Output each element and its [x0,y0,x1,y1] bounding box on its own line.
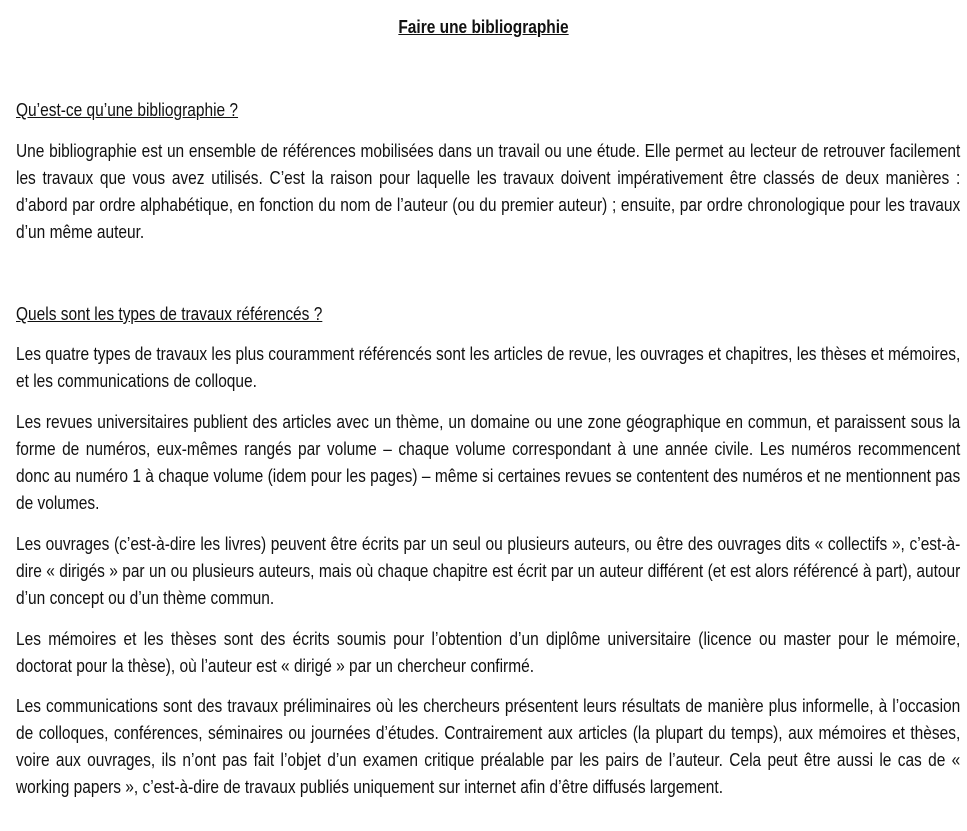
paragraph-definition: Une bibliographie est un ensemble de références mobilisées dans un travail ou une étude. Elle permet au lecteur de retrouver facilement les travaux que vous avez utilisés. C’est la raison pour laquelle les travaux doivent impérativement être classés de deux manières : d’abord par ordre alphabétique, en fonction du nom de l’auteur (ou du premier auteur) ; ensuite, par ordre chronologique pour les travaux d’un même auteur. [16,141,961,242]
paragraph-journals: Les revues universitaires publient des articles avec un thème, un domaine ou une zone géographique en commun, et paraissent sous la forme de numéros, eux-mêmes rangés par volume – chaque volume correspondant à une année civile. Les numéros recommencent donc au numéro 1 à chaque volume (idem pour les pages) – même si certaines revues se contentent des numéros et ne mentionnent pas de volumes. [16,412,961,513]
paragraph-books: Les ouvrages (c’est-à-dire les livres) peuvent être écrits par un seul ou plusieurs auteurs, ou être des ouvrages dits « collectifs », c’est-à-dire « dirigés » par un ou plusieurs auteurs, mais où chaque chapitre est écrit par un auteur différent (et est alors référencé à part), autour d’un concept ou d’un thème commun. [16,534,961,608]
paragraph-communications: Les communications sont des travaux préliminaires où les chercheurs présentent leurs résultats de manière plus informelle, à l’occasion de colloques, conférences, séminaires ou journées d’études. Contrairement aux articles (la plupart du temps), aux mémoires et thèses, voire aux ouvrages, ils n’ont pas fait l’objet d’un examen critique préalable par les pairs de l’auteur. Cela peut être aussi le cas de « working papers », c’est-à-dire de travaux publiés uniquement sur internet afin d’être diffusés largement. [16,696,961,797]
section-heading-types-of-works: Quels sont les types de travaux référencés ? [16,304,323,324]
document-title: Faire une bibliographie [398,17,569,37]
section-heading-what-is-bibliography: Qu’est-ce qu’une bibliographie ? [16,100,239,120]
paragraph-four-types: Les quatre types de travaux les plus couramment référencés sont les articles de revue, les ouvrages et chapitres, les thèses et mémoires, et les communications de colloque. [16,344,961,391]
paragraph-theses: Les mémoires et les thèses sont des écrits soumis pour l’obtention d’un diplôme universitaire (licence ou master pour le mémoire, doctorat pour la thèse), où l’auteur est « dirigé » par un chercheur confirmé. [16,629,961,676]
